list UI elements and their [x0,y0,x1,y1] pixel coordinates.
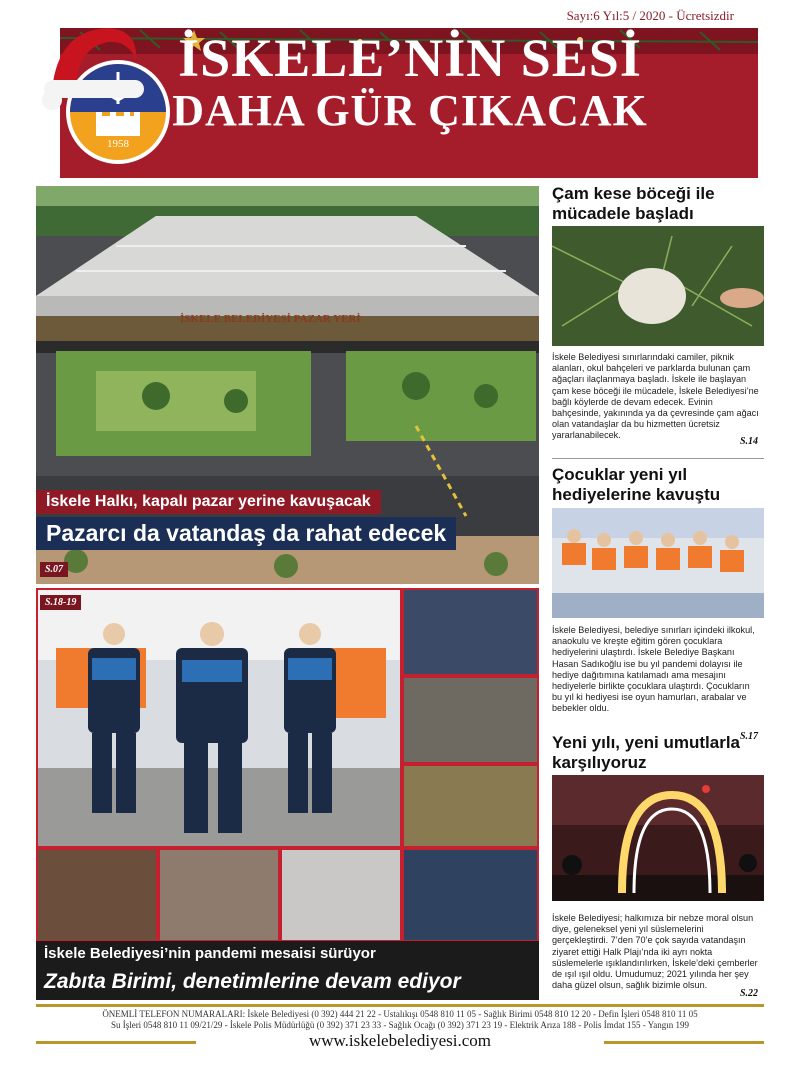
masthead-title-line1: İSKELE’NİN SESİ [178,28,642,88]
children-gifts-photo [552,508,764,618]
hero-headline: Pazarcı da vatandaş da rahat edecek [36,517,456,550]
footer-rule-right [604,1041,764,1044]
article-body-children: İskele Belediyesi, belediye sınırları içindeki ilkokul, anaokulu ve kreşte eğitim gören çocuklara hediyelerini ulaştırdı. İskele Belediye Başkanı Hasan Sadıkoğlu ise bu yıl pandemi dolayısı ile hediye dağıtımına katılamadı ama mesajını hediyelerle birlikte çocuklara ulaştırdı. Çocukların bu yıl ki hediyesi ise oyun hamurları, arabalar ve bebekler oldu. [552,625,755,714]
logo-year: 1958 [107,138,129,150]
article-page-ref-new-year: S.22 [740,988,759,999]
column-divider [552,458,764,459]
santa-hat-icon [38,20,148,110]
article-title-new-year: Yeni yılı, yeni umutlarla karşılıyoruz [552,733,741,772]
new-year-lights-photo [552,775,764,901]
zabita-headline: Zabıta Birimi, denetimlerine devam ediyor [36,967,539,1000]
website-link[interactable]: www.iskelebelediyesi.com [308,1031,492,1050]
footer-phone-line2: Su İşleri 0548 810 11 09/21/29 - İskele Polis Müdürlüğü (0 392) 371 23 33 - Sağlık Ocağı (0 392) 371 23 19 - Elektrik Arıza 188 - Polis İmdat 155 - Yangın 199 [110,1020,690,1030]
article-page-ref-pine-moth: S.14 [740,436,759,447]
hero-page-ref: S.07 [40,562,68,577]
article-body-pine-moth: İskele Belediyesi sınırlarındaki camiler, piknik alanları, okul bahçeleri ve parklarda bulunan çam ağaçları ilaçlanmaya başladı. İskele ile başlayan çam kese böceği ile mücadele, İskele Belediyesi’ne bağlı köylerde de devam edecek. Evinin bahçesinde, yakınında ya da çevresinde çam ağacı olan vatandaşlar da bu hizmetten ücretsiz yararlanabilecek. [552,352,759,441]
article-title-pine-moth: Çam kese böceği ile mücadele başladı [552,184,715,223]
zabita-photo-collage [36,588,539,1000]
hero-kicker: İskele Halkı, kapalı pazar yerine kavuşacak [36,490,381,514]
article-page-ref-children: S.17 [740,731,759,742]
building-sign: İSKELE BELEDİYESİ PAZAR YERİ [180,313,361,325]
zabita-page-ref: S.18-19 [40,595,81,610]
masthead-title-line2: DAHA GÜR ÇIKACAK [172,86,648,135]
footer-rule-top [36,1004,764,1007]
article-title-children: Çocuklar yeni yıl hediyelerine kavuştu [552,465,721,504]
issue-line: Sayı:6 Yıl:5 / 2020 - Ücretsizdir [566,8,734,23]
footer-phone-line1: ÖNEMLİ TELEFON NUMARALARI: İskele Belediyesi (0 392) 444 21 22 - Ustalıkışı 0548 810 11 05 - Sağlık Birimi 0548 810 12 20 - Defin İşleri 0548 810 11 05 [102,1009,698,1019]
zabita-kicker: İskele Belediyesi’nin pandemi mesaisi sürüyor [36,941,539,967]
zabita-photos [36,588,539,1000]
pine-moth-photo [552,226,764,346]
article-body-new-year: İskele Belediyesi; halkımıza bir nebze moral olsun diye, geleneksel yeni yıl süslemelerini gerçekleştirdi. 7’den 70’e çok sayıda vatandaşın ziyaret ettiği Halk Plajı’nda iki ayrı nokta süslemelerle ışıklandırılırken, İskele’deki çemberler de ışıl ışıl oldu. Umudumuz; 2021 yılında her şey daha güzel olsun, sağlık bizimle olsun. [552,913,758,991]
footer-rule-left [36,1041,196,1044]
